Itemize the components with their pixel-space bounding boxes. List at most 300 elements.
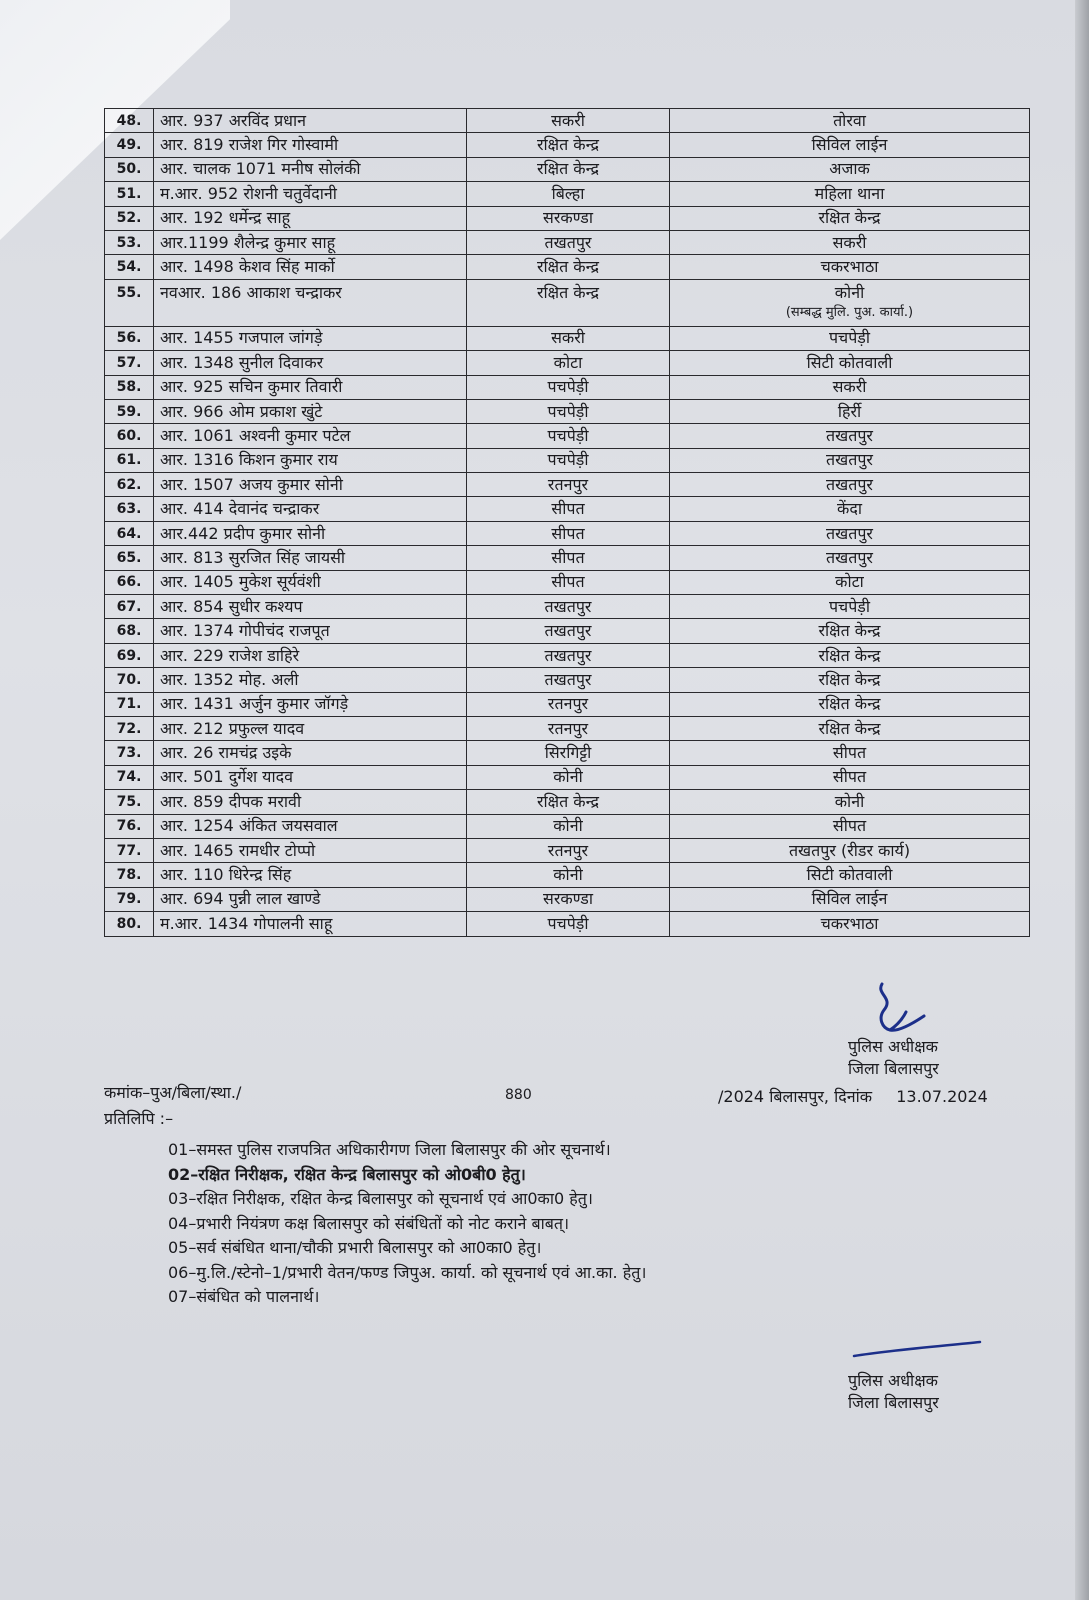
serial-cell-text: 66.	[116, 574, 142, 591]
serial-cell	[105, 716, 154, 740]
name-cell-text: आर. 212 प्रफुल्ल यादव	[160, 718, 305, 738]
serial-cell-text: 74.	[116, 769, 142, 786]
name-cell	[154, 133, 467, 157]
serial-cell	[105, 157, 154, 181]
name-cell-text: आर. 414 देवानंद चन्द्राकर	[160, 499, 320, 519]
name-cell-text: आर. 854 सुधीर कश्यप	[160, 596, 303, 616]
to-station-cell-text: तखतपुर	[826, 547, 873, 567]
transfer-table	[104, 108, 1030, 937]
serial-cell	[105, 692, 154, 716]
copy-item: 01–समस्त पुलिस राजपत्रित अधिकारीगण जिला बिलासपुर की ओर सूचनार्थ।	[168, 1140, 611, 1159]
from-station-cell	[467, 668, 670, 692]
serial-cell	[105, 619, 154, 643]
name-cell	[154, 448, 467, 472]
serial-cell	[105, 668, 154, 692]
name-cell-text: आर. 819 राजेश गिर गोस्वामी	[160, 135, 339, 155]
from-station-cell-text: सकरी	[551, 328, 585, 348]
name-cell-text: आर.442 प्रदीप कुमार सोनी	[160, 523, 326, 543]
copy-item: 02–रक्षित निरीक्षक, रक्षित केन्द्र बिलासपुर को ओ0बी0 हेतु।	[168, 1164, 526, 1184]
serial-cell-text: 65.	[116, 549, 142, 566]
to-station-cell	[670, 326, 1030, 350]
serial-cell-text: 55.	[116, 284, 142, 301]
to-station-cell-text: महिला थाना	[814, 183, 885, 203]
from-station-cell	[467, 157, 670, 181]
from-station-cell-text: सीपत	[551, 572, 585, 592]
to-station-cell-text: रक्षित केन्द्र	[818, 208, 881, 228]
serial-cell-text: 54.	[116, 259, 142, 276]
to-station-cell	[670, 863, 1030, 887]
table-row	[105, 448, 1030, 472]
name-cell-text: आर. 192 धर्मेन्द्र साहू	[160, 208, 291, 228]
from-station-cell-text: कोनी	[553, 816, 583, 836]
table-row	[105, 326, 1030, 350]
signature-block-bottom	[848, 1370, 939, 1414]
serial-cell-text: 71.	[116, 696, 142, 713]
from-station-cell-text: सीपत	[551, 523, 585, 543]
to-station-cell-text: सकरी	[832, 377, 867, 397]
serial-cell-text: 60.	[116, 427, 142, 444]
from-station-cell	[467, 255, 670, 279]
serial-cell-text: 56.	[116, 330, 142, 347]
table-row	[105, 375, 1030, 399]
from-station-cell	[467, 424, 670, 448]
from-station-cell-text: कोनी	[553, 767, 583, 787]
name-cell-text: आर. 1352 मोह. अली	[160, 669, 299, 689]
to-station-cell-text: केंदा	[837, 499, 862, 519]
name-cell	[154, 716, 467, 740]
to-station-cell	[670, 255, 1030, 279]
serial-cell-text: 78.	[116, 867, 142, 884]
table-row	[105, 838, 1030, 862]
name-cell	[154, 326, 467, 350]
table-row	[105, 692, 1030, 716]
from-station-cell	[467, 206, 670, 230]
serial-cell	[105, 109, 154, 133]
from-station-cell	[467, 570, 670, 594]
name-cell-text: आर. 1374 गोपीचंद राजपूत	[160, 621, 330, 641]
from-station-cell-text: रक्षित केन्द्र	[536, 791, 600, 811]
to-station-cell	[670, 814, 1030, 838]
to-station-cell-text: रक्षित केन्द्र	[818, 694, 881, 714]
table-row	[105, 497, 1030, 521]
copy-item: 06–मु.लि./स्टेनो–1/प्रभारी वेतन/फण्ड जिपुअ. कार्या. को सूचनार्थ एवं आ.का. हेतु।	[168, 1262, 647, 1282]
table-row	[105, 521, 1030, 545]
to-station-cell	[670, 716, 1030, 740]
from-station-cell-text: रतनपुर	[547, 474, 589, 494]
serial-cell-text: 64.	[116, 525, 142, 542]
serial-cell-text: 49.	[116, 137, 142, 154]
name-cell	[154, 570, 467, 594]
serial-cell-text: 51.	[116, 185, 142, 202]
from-station-cell	[467, 619, 670, 643]
from-station-cell	[467, 448, 670, 472]
serial-cell	[105, 570, 154, 594]
from-station-cell	[467, 692, 670, 716]
to-station-cell	[670, 473, 1030, 497]
from-station-cell	[467, 863, 670, 887]
from-station-cell	[467, 838, 670, 862]
name-cell	[154, 157, 467, 181]
from-station-cell	[467, 716, 670, 740]
to-station-cell	[670, 668, 1030, 692]
signatory-title: पुलिस अधीक्षक	[848, 1371, 938, 1390]
serial-cell-text: 75.	[116, 793, 142, 810]
to-station-cell	[670, 619, 1030, 643]
signatory-title: पुलिस अधीक्षक	[848, 1037, 938, 1056]
serial-cell	[105, 206, 154, 230]
to-station-cell-text: पचपेड़ी	[828, 328, 871, 348]
table-row	[105, 790, 1030, 814]
from-station-cell-text: सीपत	[551, 499, 585, 519]
name-cell	[154, 399, 467, 423]
copy-label: प्रतिलिपि :–	[104, 1109, 174, 1128]
to-station-cell-text: कोनी	[834, 282, 865, 302]
name-cell	[154, 521, 467, 545]
to-station-cell-text: तखतपुर (रीडर कार्य)	[788, 840, 911, 860]
name-cell	[154, 375, 467, 399]
name-cell-text: आर. 1316 किशन कुमार राय	[160, 450, 338, 470]
serial-cell	[105, 351, 154, 375]
to-station-cell	[670, 546, 1030, 570]
serial-cell-text: 63.	[116, 501, 142, 518]
from-station-cell	[467, 814, 670, 838]
to-station-cell	[670, 375, 1030, 399]
table-row	[105, 424, 1030, 448]
to-station-cell-text: रक्षित केन्द्र	[818, 621, 881, 641]
serial-cell	[105, 838, 154, 862]
to-station-cell	[670, 279, 1030, 326]
name-cell-text: आर. 110 धिरेन्द्र सिंह	[160, 865, 292, 885]
name-cell	[154, 473, 467, 497]
serial-cell	[105, 643, 154, 667]
to-station-cell	[670, 570, 1030, 594]
from-station-cell	[467, 279, 670, 326]
name-cell-text: म.आर. 952 रोशनी चतुर्वेदानी	[160, 183, 337, 203]
serial-cell	[105, 863, 154, 887]
from-station-cell-text: सरकण्डा	[543, 889, 593, 909]
name-cell-text: आर. 1348 सुनील दिवाकर	[160, 352, 324, 372]
serial-cell	[105, 255, 154, 279]
name-cell-text: आर. 26 रामचंद्र उइके	[160, 743, 292, 763]
reference-prefix: कमांक–पुअ/बिला/स्था./	[104, 1083, 242, 1102]
to-station-cell	[670, 595, 1030, 619]
name-cell	[154, 838, 467, 862]
serial-cell	[105, 521, 154, 545]
from-station-cell-text: पचपेड़ी	[547, 425, 589, 445]
to-station-cell	[670, 790, 1030, 814]
copy-item: 05–सर्व संबंधित थाना/चौकी प्रभारी बिलासपुर को आ0का0 हेतु।	[168, 1238, 542, 1257]
name-cell-text: आर. चालक 1071 मनीष सोलंकी	[160, 159, 361, 179]
serial-cell-text: 76.	[116, 818, 142, 835]
serial-cell-text: 70.	[116, 671, 142, 688]
to-station-cell	[670, 448, 1030, 472]
serial-cell	[105, 182, 154, 206]
serial-cell	[105, 497, 154, 521]
from-station-cell	[467, 473, 670, 497]
copy-list	[168, 1138, 646, 1310]
to-station-cell	[670, 351, 1030, 375]
name-cell	[154, 351, 467, 375]
to-station-cell	[670, 497, 1030, 521]
table-row	[105, 765, 1030, 789]
table-row	[105, 473, 1030, 497]
to-station-cell-text: सिटी कोतवाली	[806, 352, 893, 372]
from-station-cell-text: तखतपुर	[544, 645, 592, 665]
to-station-cell	[670, 692, 1030, 716]
name-cell	[154, 230, 467, 254]
table-row	[105, 863, 1030, 887]
name-cell	[154, 595, 467, 619]
from-station-cell-text: पचपेड़ी	[547, 377, 589, 397]
table-row	[105, 887, 1030, 911]
name-cell	[154, 182, 467, 206]
table-row	[105, 619, 1030, 643]
signature-block-top	[848, 1036, 939, 1080]
name-cell	[154, 765, 467, 789]
to-station-cell	[670, 887, 1030, 911]
to-station-cell-text: सिविल लाईन	[811, 135, 888, 155]
name-cell	[154, 887, 467, 911]
copy-item: 04–प्रभारी नियंत्रण कक्ष बिलासपुर को संबंधितों को नोट कराने बाबत्।	[168, 1213, 570, 1233]
name-cell	[154, 424, 467, 448]
serial-cell-text: 48.	[116, 112, 142, 129]
from-station-cell	[467, 643, 670, 667]
table-row	[105, 741, 1030, 765]
serial-cell	[105, 546, 154, 570]
table-row	[105, 279, 1030, 326]
table-row	[105, 570, 1030, 594]
to-station-cell	[670, 765, 1030, 789]
to-station-cell-text: तखतपुर	[826, 474, 873, 494]
serial-cell-text: 69.	[116, 647, 142, 664]
table-row	[105, 912, 1030, 936]
name-cell-text: आर. 966 ओम प्रकाश खुंटे	[160, 401, 323, 421]
name-cell-text: आर. 813 सुरजित सिंह जायसी	[160, 547, 346, 567]
reference-date-line	[718, 1086, 988, 1108]
to-station-cell	[670, 838, 1030, 862]
serial-cell-text: 80.	[116, 915, 142, 932]
to-station-cell	[670, 109, 1030, 133]
from-station-cell-text: रतनपुर	[547, 694, 589, 714]
from-station-cell	[467, 546, 670, 570]
serial-cell-text: 68.	[116, 623, 142, 640]
to-station-cell	[670, 206, 1030, 230]
serial-cell-text: 52.	[116, 210, 142, 227]
name-cell-text: आर. 859 दीपक मरावी	[160, 791, 302, 811]
from-station-cell	[467, 887, 670, 911]
serial-cell-text: 67.	[116, 598, 142, 615]
signature-mark	[872, 980, 932, 1040]
from-station-cell	[467, 351, 670, 375]
page-edge	[1075, 0, 1089, 1600]
name-cell-text: आर. 1465 रामधीर टोप्पो	[160, 840, 316, 860]
name-cell	[154, 619, 467, 643]
serial-cell-text: 62.	[116, 476, 142, 493]
from-station-cell	[467, 912, 670, 936]
name-cell	[154, 814, 467, 838]
to-station-cell-text: सिविल लाईन	[811, 889, 888, 909]
serial-cell-text: 59.	[116, 403, 142, 420]
table-row	[105, 133, 1030, 157]
table-row	[105, 814, 1030, 838]
from-station-cell	[467, 230, 670, 254]
from-station-cell-text: रक्षित केन्द्र	[536, 282, 600, 302]
table-row	[105, 157, 1030, 181]
serial-cell-text: 50.	[116, 161, 142, 178]
serial-cell	[105, 133, 154, 157]
copy-item: 03–रक्षित निरीक्षक, रक्षित केन्द्र बिलासपुर को सूचनार्थ एवं आ0का0 हेतु।	[168, 1189, 593, 1208]
to-station-cell-text: हिर्री	[837, 401, 862, 421]
from-station-cell-text: कोटा	[553, 352, 583, 372]
from-station-cell	[467, 182, 670, 206]
to-station-cell	[670, 157, 1030, 181]
name-cell-text: आर. 1431 अर्जुन कुमार जॉगड़े	[160, 694, 349, 714]
serial-cell	[105, 424, 154, 448]
serial-cell	[105, 473, 154, 497]
serial-cell-text: 58.	[116, 379, 142, 396]
to-station-cell-text: सीपत	[832, 767, 867, 787]
table-row	[105, 255, 1030, 279]
name-cell-text: आर.1199 शैलेन्द्र कुमार साहू	[160, 232, 336, 252]
name-cell-text: आर. 1405 मुकेश सूर्यवंशी	[160, 572, 321, 592]
table-row	[105, 206, 1030, 230]
from-station-cell-text: सीपत	[551, 547, 585, 567]
table-row	[105, 643, 1030, 667]
from-station-cell-text: रक्षित केन्द्र	[536, 159, 600, 179]
table-row	[105, 716, 1030, 740]
from-station-cell	[467, 497, 670, 521]
from-station-cell	[467, 375, 670, 399]
to-station-cell-text: चकरभाठा	[820, 913, 879, 933]
to-station-cell-text: कोटा	[835, 572, 864, 592]
serial-cell	[105, 790, 154, 814]
name-cell-text: आर. 937 अरविंद प्रधान	[160, 110, 307, 130]
to-station-cell	[670, 741, 1030, 765]
from-station-cell-text: पचपेड़ी	[547, 401, 589, 421]
table-row	[105, 351, 1030, 375]
to-station-cell-text: सीपत	[832, 743, 867, 763]
serial-cell-text: 72.	[116, 720, 142, 737]
to-station-cell	[670, 643, 1030, 667]
from-station-cell	[467, 765, 670, 789]
serial-cell-text: 77.	[116, 842, 142, 859]
table-row	[105, 109, 1030, 133]
from-station-cell	[467, 109, 670, 133]
serial-cell	[105, 887, 154, 911]
date-value: 13.07.2024	[896, 1087, 988, 1106]
serial-cell	[105, 595, 154, 619]
table-row	[105, 182, 1030, 206]
name-cell-text: आर. 1498 केशव सिंह मार्को	[160, 257, 335, 277]
from-station-cell-text: पचपेड़ी	[547, 450, 589, 470]
serial-cell	[105, 448, 154, 472]
to-station-cell-text: अजाक	[829, 159, 870, 179]
name-cell	[154, 643, 467, 667]
to-station-cell-text: तोरवा	[833, 110, 866, 130]
from-station-cell-text: तखतपुर	[544, 669, 592, 689]
serial-cell	[105, 765, 154, 789]
name-cell-text: आर. 1507 अजय कुमार सोनी	[160, 474, 343, 494]
serial-cell	[105, 279, 154, 326]
from-station-cell-text: पचपेड़ी	[547, 913, 589, 933]
to-station-cell-text: चकरभाठा	[820, 257, 879, 277]
from-station-cell-text: सरकण्डा	[543, 208, 593, 228]
serial-cell	[105, 814, 154, 838]
to-station-cell	[670, 182, 1030, 206]
table-row	[105, 399, 1030, 423]
to-station-cell-text: कोनी	[834, 791, 865, 811]
name-cell	[154, 790, 467, 814]
to-station-cell-text: तखतपुर	[826, 450, 873, 470]
from-station-cell-text: कोनी	[553, 865, 583, 885]
from-station-cell	[467, 595, 670, 619]
name-cell-text: आर. 1254 अंकित जयसवाल	[160, 816, 338, 836]
serial-cell	[105, 741, 154, 765]
from-station-cell	[467, 133, 670, 157]
serial-cell-text: 79.	[116, 891, 142, 908]
to-station-cell-text: तखतपुर	[826, 425, 873, 445]
from-station-cell-text: रक्षित केन्द्र	[536, 135, 600, 155]
name-cell-text: आर. 1061 अश्वनी कुमार पटेल	[160, 425, 351, 445]
to-station-cell-text: तखतपुर	[826, 523, 873, 543]
from-station-cell-text: तखतपुर	[544, 232, 592, 252]
from-station-cell-text: सकरी	[551, 110, 585, 130]
from-station-cell	[467, 521, 670, 545]
to-station-cell	[670, 424, 1030, 448]
name-cell	[154, 741, 467, 765]
name-cell	[154, 497, 467, 521]
from-station-cell	[467, 790, 670, 814]
from-station-cell	[467, 326, 670, 350]
signatory-district: जिला बिलासपुर	[848, 1393, 939, 1412]
from-station-cell-text: बिल्हा	[551, 183, 585, 203]
from-station-cell-text: रतनपुर	[547, 840, 589, 860]
copy-item: 07–संबंधित को पालनार्थ।	[168, 1287, 320, 1306]
serial-cell-text: 53.	[116, 234, 142, 251]
from-station-cell-text: तखतपुर	[544, 596, 592, 616]
name-cell-text: नवआर. 186 आकाश चन्द्राकर	[160, 282, 342, 302]
name-cell-text: म.आर. 1434 गोपालनी साहू	[160, 913, 333, 933]
serial-cell	[105, 230, 154, 254]
from-station-cell	[467, 399, 670, 423]
from-station-cell-text: सिरगिट्टी	[544, 743, 592, 763]
serial-cell-text: 73.	[116, 745, 142, 762]
name-cell-text: आर. 694 पुन्नी लाल खाण्डे	[160, 889, 321, 909]
to-station-cell	[670, 230, 1030, 254]
name-cell	[154, 668, 467, 692]
serial-cell	[105, 912, 154, 936]
table-row	[105, 546, 1030, 570]
reference-number: 880	[505, 1087, 532, 1103]
from-station-cell-text: रतनपुर	[547, 718, 589, 738]
name-cell-text: आर. 229 राजेश डाहिरे	[160, 645, 300, 665]
name-cell	[154, 912, 467, 936]
to-station-cell-text: रक्षित केन्द्र	[818, 645, 881, 665]
name-cell	[154, 109, 467, 133]
serial-cell	[105, 326, 154, 350]
to-station-cell-text: रक्षित केन्द्र	[818, 669, 881, 689]
to-station-cell	[670, 133, 1030, 157]
to-station-cell-text: रक्षित केन्द्र	[818, 718, 881, 738]
table-row	[105, 668, 1030, 692]
to-station-cell-text: सीपत	[832, 816, 867, 836]
signature-stroke	[852, 1340, 982, 1360]
name-cell	[154, 863, 467, 887]
to-station-cell-text: सकरी	[832, 232, 867, 252]
from-station-cell-text: तखतपुर	[544, 621, 592, 641]
from-station-cell-text: रक्षित केन्द्र	[536, 257, 600, 277]
table-row	[105, 595, 1030, 619]
